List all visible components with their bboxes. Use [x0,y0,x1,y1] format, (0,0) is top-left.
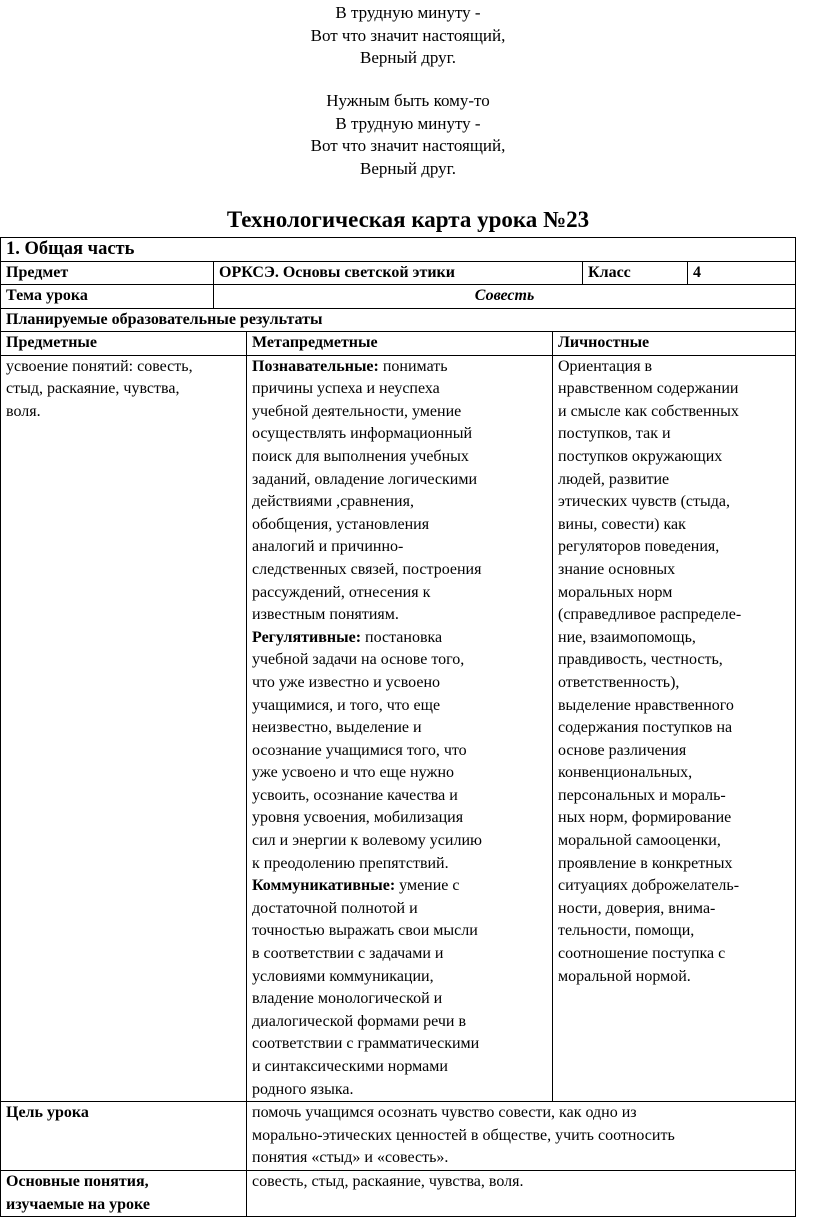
poem-line: В трудную минуту - [335,113,481,133]
planned-results-row [1,308,796,332]
text-line [252,875,547,898]
poem-line: Верный друг. [360,158,456,178]
poem-line: Нужным быть кому-то [326,91,490,110]
regulatory-label: Регулятивные: [252,628,362,646]
text-line: учебной задачи на основе того, [252,651,465,669]
topic-label: Тема урока [1,285,214,309]
text-line: осуществлять информационный [252,425,473,443]
text-line: и смысле как собственных [558,402,739,420]
planned-results-heading: Планируемые образовательные результаты [1,308,796,332]
text-line: поступков, так и [558,425,671,443]
text-line: поступков окружающих [558,447,723,465]
text-span: умение с [399,877,460,895]
lesson-header-table [0,237,796,332]
poem-stanza-1 [0,2,816,70]
poem-line: Вот что значит настоящий, [310,136,506,156]
personal-results-header: Личностные [553,332,796,356]
text-line: уже усвоено и что еще нужно [252,764,455,782]
text-line: моральных норм [558,583,673,601]
text-line: стыд, раскаяние, чувства, [6,380,180,398]
text-line: действиями ,сравнения, [252,493,414,511]
text-line: помочь учащимся осознать чувство совести, как одно из [252,1104,637,1122]
text-line: что уже известно и усвоено [252,673,441,691]
text-line: моральной самооценки, [558,832,721,850]
personal-results-cell [553,355,796,1102]
text-line: обобщения, установления [252,515,430,533]
text-line: к преодолению препятствий. [252,854,449,872]
text-span: постановка [365,628,443,646]
text-line: усвоить, осознание качества и [252,786,458,804]
text-line [252,356,547,379]
text-line: владение монологической и [252,990,443,1008]
text-line: Основные понятия, [6,1172,149,1190]
meta-results-cell [247,355,553,1102]
text-line: правдивость, честность, [558,651,723,669]
text-line: конвенциональных, [558,764,693,782]
text-line: этических чувств (стыда, [558,493,730,511]
communicative-label: Коммуникативные: [252,877,396,895]
concepts-text: совесть, стыд, раскаяние, чувства, воля. [247,1170,796,1216]
text-line: (справедливое распределе- [558,606,742,624]
results-header-row [1,332,796,356]
text-line: тельности, помощи, [558,922,695,940]
concepts-label [1,1170,247,1216]
text-line: причины успеха и неуспеха [252,380,440,398]
poem-line: Вот что значит настоящий, [310,25,506,45]
text-line: ответственность), [558,673,680,691]
goal-text [247,1102,796,1171]
text-line: аналогий и причинно- [252,538,404,556]
text-line: знание основных [558,560,676,578]
results-content-row [1,355,796,1102]
goal-row [1,1102,796,1171]
text-line: рассуждений, отнесения к [252,583,431,601]
poem-line: Верный друг. [360,48,456,68]
text-line: проявление в конкретных [558,854,733,872]
text-line: ситуациях доброжелатель- [558,877,740,895]
goal-label: Цель урока [1,1102,247,1171]
meta-results-header: Метапредметные [247,332,553,356]
text-line: ности, доверия, внима- [558,899,716,917]
text-line: условиями коммуникации, [252,967,434,985]
text-line: известным понятиям. [252,606,399,624]
text-line: учебной деятельности, умение [252,402,462,420]
text-line: следственных связей, построения [252,560,482,578]
text-line: достаточной полнотой и [252,899,418,917]
subject-results-header: Предметные [1,332,247,356]
subject-value: ОРКСЭ. Основы светской этики [214,261,583,285]
text-line: моральной нормой. [558,967,691,985]
text-line: заданий, овладение логическими [252,470,478,488]
text-line: соотношение поступка с [558,945,726,963]
text-line: неизвестно, выделение и [252,719,422,737]
text-line: регуляторов поведения, [558,538,720,556]
section-row [1,238,796,262]
poem-line: В трудную минуту - [335,3,481,22]
class-label: Класс [583,261,688,285]
text-line: нравственном содержании [558,380,739,398]
subject-results-cell [1,355,247,1102]
text-line: изучаемые на уроке [6,1195,150,1213]
cognitive-label: Познавательные: [252,357,379,375]
text-line: основе различения [558,741,687,759]
text-line: ние, взаимопомощь, [558,628,696,646]
text-line: поиск для выполнения учебных [252,447,469,465]
text-line: уровня усвоения, мобилизация [252,809,464,827]
text-line: воля. [6,402,41,420]
text-line: морально-этических ценностей в обществе, учить соотносить [252,1126,675,1144]
text-line: Ориентация в [558,357,653,375]
subject-row [1,261,796,285]
text-line: персональных и мораль- [558,786,726,804]
section-heading: 1. Общая часть [1,238,796,262]
text-line: людей, развитие [558,470,670,488]
topic-row [1,285,796,309]
text-line [252,627,547,650]
subject-label: Предмет [1,261,214,285]
text-line: соответствии с грамматическими [252,1035,480,1053]
text-line: вины, совести) как [558,515,686,533]
results-table [0,331,796,1217]
text-line: диалогической формами речи в [252,1012,467,1030]
topic-value: Совесть [214,285,796,309]
text-line: понятия «стыд» и «совесть». [252,1149,449,1167]
class-value: 4 [688,261,796,285]
text-line: и синтаксическими нормами [252,1058,448,1075]
text-line: содержания поступков на [558,719,733,737]
text-line: осознание учащимися того, что [252,741,467,759]
concepts-row [1,1170,796,1216]
text-line: усвоение понятий: совесть, [6,357,193,375]
text-line: точностью выражать свои мысли [252,922,478,940]
text-line: выделение нравственного [558,696,734,714]
text-line: сил и энергии к волевому усилию [252,832,482,850]
text-line: в соответствии с задачами и [252,945,444,963]
text-line: ных норм, формирование [558,809,732,827]
text-line: родного языка. [252,1080,354,1098]
text-line: учащимися, и того, что еще [252,696,441,714]
text-span: понимать [382,357,448,375]
document-title: Технологическая карта урока №23 [226,207,590,232]
poem-stanza-2 [0,90,816,180]
